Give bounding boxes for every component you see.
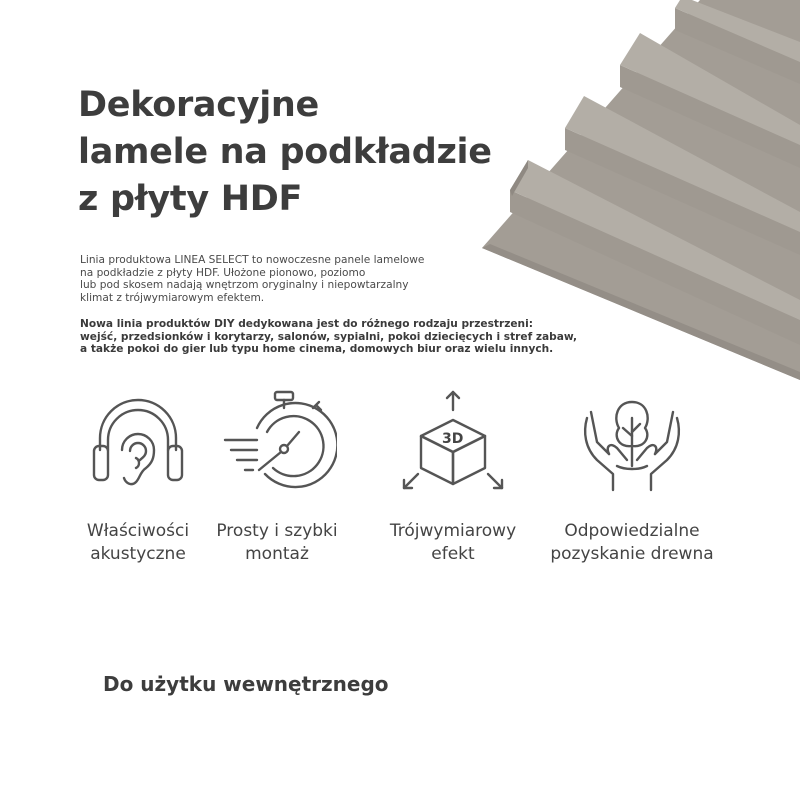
feature-3d-effect xyxy=(368,388,538,566)
page-title: Dekoracyjne lamele na podkładzie z płyty HDF xyxy=(78,85,492,219)
feature-3d-effect-label: Trójwymiarowy efekt xyxy=(389,521,517,564)
hands-tree-icon xyxy=(577,388,687,498)
feature-quick-install xyxy=(192,388,362,566)
feature-quick-install-label: Prosty i szybki montaż xyxy=(216,521,338,564)
feature-responsible-wood xyxy=(547,388,717,566)
3d-cube-icon xyxy=(398,388,508,498)
headphones-ear-icon xyxy=(88,388,188,498)
feature-acoustic-label: Właściwości akustyczne xyxy=(86,521,190,564)
feature-responsible-wood-label: Odpowiedzialne pozyskanie drewna xyxy=(550,521,714,564)
intro-paragraph: Linia produktowa LINEA SELECT to nowoczesne panele lamelowe na podkładzie z płyty HDF. Ułożone pionowo, poziomo lub pod skosem nadają wnętrzom oryginalny i niepowtarzalny klimat z trójwymiarowym efektem. xyxy=(80,254,425,304)
usage-paragraph: Nowa linia produktów DIY dedykowana jest do różnego rodzaju przestrzeni: wejść, przedsionków i korytarzy, salonów, sypialni, pokoi dziecięcych i stref zabaw, a także pokoi do gier lub typu home cinema, domowych biur oraz wielu innych. xyxy=(80,318,578,356)
indoor-use-note: Do użytku wewnętrznego xyxy=(103,672,389,696)
stopwatch-icon xyxy=(217,388,337,498)
3d-badge: 3D xyxy=(442,431,464,447)
